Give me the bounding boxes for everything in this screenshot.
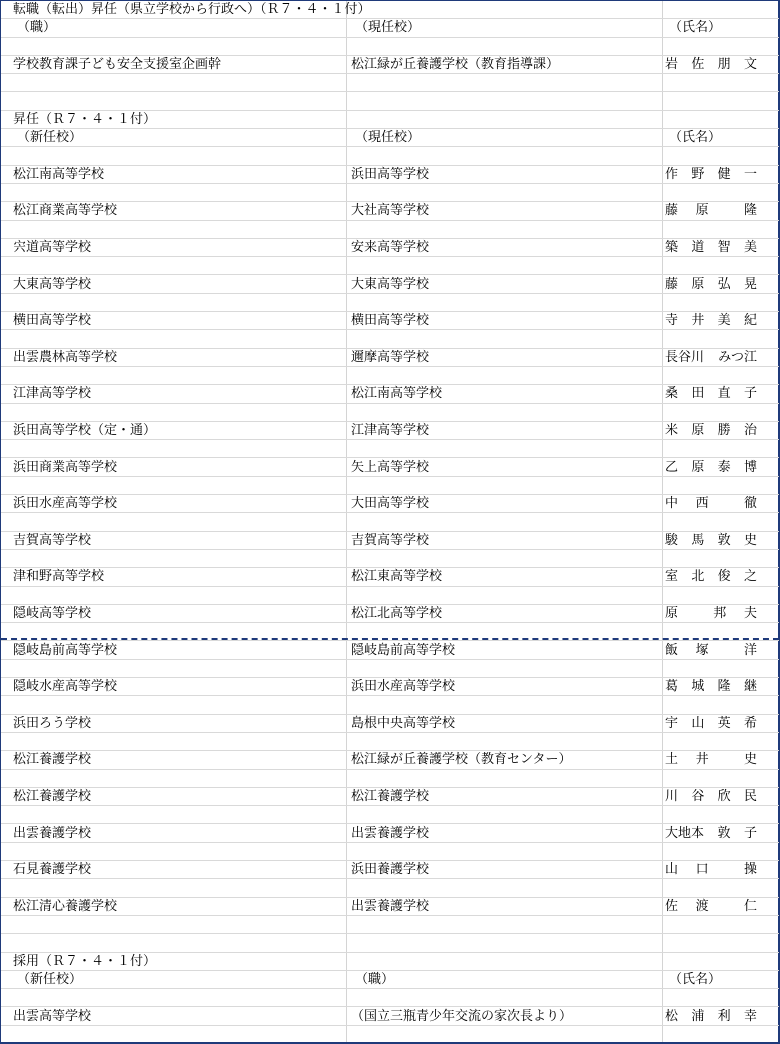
person-name	[665, 898, 757, 916]
person-name-cell	[665, 276, 765, 294]
name-part: 葛	[665, 679, 679, 695]
spacer-row	[1, 440, 779, 458]
new-post-cell: 出雲農林高等学校	[13, 349, 118, 365]
spacer-row	[1, 770, 779, 788]
new-post-cell: 松江清心養護学校	[13, 898, 118, 914]
current-post-cell: 安来高等学校	[351, 239, 430, 255]
spacer-row	[1, 916, 779, 934]
table-row	[1, 861, 779, 879]
column-header-2: （現任校）	[355, 20, 421, 36]
name-part: 一	[743, 166, 757, 182]
name-part: 原	[665, 605, 679, 621]
person-name-cell	[665, 715, 765, 733]
spacer-row	[1, 257, 779, 275]
table-row	[1, 715, 779, 733]
column-header-row	[1, 129, 779, 147]
current-post-cell: 横田高等学校	[351, 313, 430, 329]
table-row	[1, 166, 779, 184]
spacer-row	[1, 367, 779, 385]
person-name	[665, 459, 757, 477]
name-part: 佐	[691, 56, 705, 72]
name-part: 渡	[695, 898, 709, 914]
table-row	[1, 605, 779, 623]
person-name-cell	[665, 568, 765, 586]
name-part: 利	[717, 1008, 731, 1024]
name-part: 幸	[743, 1008, 757, 1024]
person-name-cell	[665, 202, 765, 220]
person-name-cell	[665, 1008, 765, 1026]
name-part: 原	[691, 459, 705, 475]
person-name-cell	[665, 605, 765, 623]
person-name	[665, 642, 757, 660]
new-post-cell: 出雲高等学校	[13, 1008, 92, 1024]
table-row	[1, 568, 779, 586]
current-post-cell: 松江東高等学校	[351, 569, 443, 585]
new-post-cell: 浜田水産高等学校	[13, 496, 118, 512]
person-name	[665, 349, 757, 367]
name-part: みつ江	[718, 349, 757, 365]
name-part: 俊	[717, 569, 731, 585]
table-row	[1, 312, 779, 330]
name-part: 紀	[743, 313, 757, 329]
name-part: 大地本	[665, 825, 705, 841]
person-name-cell	[665, 788, 765, 806]
column-header-1: （新任校）	[17, 971, 83, 987]
new-post-cell: 松江商業高等学校	[13, 203, 118, 219]
spacer-row	[1, 404, 779, 422]
person-name	[665, 202, 757, 220]
name-part: 中	[665, 496, 679, 512]
table-row	[1, 1008, 779, 1026]
person-name	[665, 825, 757, 843]
name-part: 西	[695, 496, 709, 512]
name-part: 松	[665, 1008, 679, 1024]
person-name	[665, 312, 757, 330]
name-part: 文	[743, 56, 757, 72]
spacer-row	[1, 843, 779, 861]
current-post-cell: 出雲養護学校	[351, 825, 430, 841]
spacer-row	[1, 696, 779, 714]
name-part: 敦	[717, 825, 731, 841]
name-part: 川	[665, 788, 679, 804]
spacer-row	[1, 38, 779, 56]
new-post-cell: 宍道高等学校	[13, 239, 92, 255]
name-part: 野	[691, 166, 705, 182]
name-part: 美	[717, 313, 731, 329]
name-part: 宇	[665, 715, 679, 731]
table-row	[1, 239, 779, 257]
person-name-cell	[665, 898, 765, 916]
person-name	[665, 276, 757, 294]
spacer-row	[1, 330, 779, 348]
current-post-cell: 松江緑が丘養護学校（教育指導課）	[351, 56, 560, 72]
name-part: 馬	[691, 532, 705, 548]
new-post-cell: 学校教育課子ども安全支援室企画幹	[13, 56, 222, 72]
table-row	[1, 422, 779, 440]
new-post-cell: 津和野高等学校	[13, 569, 105, 585]
spacer-row	[1, 184, 779, 202]
name-part: 晃	[743, 276, 757, 292]
name-part: 塚	[695, 642, 709, 658]
person-name-cell	[665, 495, 765, 513]
name-part: 乙	[665, 459, 679, 475]
name-part: 之	[743, 569, 757, 585]
person-name	[665, 861, 757, 879]
spacer-row	[1, 660, 779, 678]
name-part: 子	[743, 386, 757, 402]
name-part: 隆	[743, 203, 757, 219]
name-part: 原	[691, 422, 705, 438]
current-post-cell: 松江南高等学校	[351, 386, 443, 402]
current-post-cell: 松江緑が丘養護学校（教育センター）	[351, 752, 572, 768]
name-part: 口	[695, 862, 709, 878]
column-header-3: （氏名）	[669, 130, 722, 146]
new-post-cell: 大東高等学校	[13, 276, 92, 292]
spacer-row	[1, 623, 779, 641]
spacer-row	[1, 294, 779, 312]
current-post-cell: 矢上高等学校	[351, 459, 430, 475]
column-header-row	[1, 19, 779, 37]
name-part: 智	[717, 239, 731, 255]
current-post-cell: 浜田高等学校	[351, 166, 430, 182]
new-post-cell: 隠岐島前高等学校	[13, 642, 118, 658]
current-post-cell: 大社高等学校	[351, 203, 430, 219]
spacer-row	[1, 733, 779, 751]
current-post-cell: 浜田水産高等学校	[351, 679, 456, 695]
name-part: 朋	[717, 56, 731, 72]
current-post-cell: 江津高等学校	[351, 422, 430, 438]
name-part: 道	[691, 239, 705, 255]
new-post-cell: 出雲養護学校	[13, 825, 92, 841]
name-part: 英	[717, 715, 731, 731]
table-row	[1, 788, 779, 806]
current-post-cell: 浜田養護学校	[351, 862, 430, 878]
person-name	[665, 788, 757, 806]
person-name-cell	[665, 385, 765, 403]
column-header-3: （氏名）	[669, 20, 722, 36]
table-row	[1, 276, 779, 294]
current-post-cell: 島根中央高等学校	[351, 715, 456, 731]
spacer-row	[1, 989, 779, 1007]
current-post-cell: 隠岐島前高等学校	[351, 642, 456, 658]
section-title: 採用（Ｒ７・４・１付）	[13, 953, 157, 969]
column-header-2: （職）	[355, 971, 395, 987]
person-name-cell	[665, 532, 765, 550]
spacer-row	[1, 221, 779, 239]
name-part: 勝	[717, 422, 731, 438]
person-name-cell	[665, 751, 765, 769]
name-part: 隆	[717, 679, 731, 695]
current-post-cell: 松江養護学校	[351, 788, 430, 804]
person-name-cell	[665, 642, 765, 660]
spacer-row	[1, 93, 779, 111]
new-post-cell: 吉賀高等学校	[13, 532, 92, 548]
current-post-cell: 吉賀高等学校	[351, 532, 430, 548]
person-name	[665, 751, 757, 769]
name-part: 民	[743, 788, 757, 804]
person-name-cell	[665, 422, 765, 440]
name-part: 夫	[743, 605, 757, 621]
spacer-row	[1, 934, 779, 952]
new-post-cell: 隠岐水産高等学校	[13, 679, 118, 695]
section-title-row	[1, 111, 779, 129]
name-part: 洋	[743, 642, 757, 658]
name-part: 飯	[665, 642, 679, 658]
table-row	[1, 642, 779, 660]
new-post-cell: 江津高等学校	[13, 386, 92, 402]
spacer-row	[1, 550, 779, 568]
name-part: 北	[691, 569, 705, 585]
name-part: 博	[743, 459, 757, 475]
name-part: 原	[691, 276, 705, 292]
name-part: 寺	[665, 313, 679, 329]
name-part: 直	[717, 386, 731, 402]
name-part: 欣	[717, 788, 731, 804]
name-part: 史	[743, 752, 757, 768]
name-part: 藤	[665, 203, 679, 219]
name-part: 敦	[717, 532, 731, 548]
new-post-cell: 浜田商業高等学校	[13, 459, 118, 475]
spacer-row	[1, 587, 779, 605]
table-row	[1, 56, 779, 74]
spacer-row	[1, 513, 779, 531]
spacer-row	[1, 74, 779, 92]
table-row	[1, 532, 779, 550]
name-part: 原	[695, 203, 709, 219]
name-part: 佐	[665, 898, 679, 914]
new-post-cell: 浜田ろう学校	[13, 715, 92, 731]
name-part: 長谷川	[665, 349, 705, 365]
name-part: 米	[665, 422, 679, 438]
name-part: 築	[665, 239, 679, 255]
name-part: 藤	[665, 276, 679, 292]
name-part: 山	[691, 715, 705, 731]
section-title-row	[1, 953, 779, 971]
new-post-cell: 浜田高等学校（定・通）	[13, 422, 157, 438]
column-header-3: （氏名）	[669, 971, 722, 987]
name-part: 作	[665, 166, 679, 182]
name-part: 山	[665, 862, 679, 878]
person-name-cell	[665, 678, 765, 696]
person-name	[665, 605, 757, 623]
section-title-row	[1, 1, 779, 19]
name-part: 美	[743, 239, 757, 255]
table-row	[1, 678, 779, 696]
name-part: 健	[717, 166, 731, 182]
person-name-cell	[665, 459, 765, 477]
person-name-cell	[665, 825, 765, 843]
name-part: 室	[665, 569, 679, 585]
current-post-cell: 邇摩高等学校	[351, 349, 430, 365]
column-header-row	[1, 971, 779, 989]
new-post-cell: 松江南高等学校	[13, 166, 105, 182]
name-part: 仁	[743, 898, 757, 914]
person-name	[665, 56, 757, 74]
name-part: 治	[743, 422, 757, 438]
name-part: 岩	[665, 56, 679, 72]
spacer-row	[1, 477, 779, 495]
name-part: 桑	[665, 386, 679, 402]
name-part: 駿	[665, 532, 679, 548]
current-post-cell: （国立三瓶青少年交流の家次長より）	[351, 1008, 573, 1024]
person-name	[665, 532, 757, 550]
column-header-1: （新任校）	[17, 130, 83, 146]
name-part: 継	[743, 679, 757, 695]
name-part: 子	[743, 825, 757, 841]
name-part: 邦	[713, 605, 727, 621]
name-part: 操	[743, 862, 757, 878]
name-part: 浦	[691, 1008, 705, 1024]
name-part: 泰	[717, 459, 731, 475]
spacer-row	[1, 147, 779, 165]
name-part: 谷	[691, 788, 705, 804]
person-name	[665, 239, 757, 257]
table-row	[1, 349, 779, 367]
name-part: 井	[695, 752, 709, 768]
person-name	[665, 678, 757, 696]
table-row	[1, 459, 779, 477]
name-part: 井	[691, 313, 705, 329]
person-name	[665, 385, 757, 403]
table-row	[1, 495, 779, 513]
column-header-1: （職）	[17, 20, 57, 36]
spacer-row	[1, 806, 779, 824]
new-post-cell: 松江養護学校	[13, 752, 92, 768]
new-post-cell: 横田高等学校	[13, 313, 92, 329]
person-name	[665, 1008, 757, 1026]
table-row	[1, 898, 779, 916]
person-name-cell	[665, 239, 765, 257]
column-header-2: （現任校）	[355, 130, 421, 146]
name-part: 弘	[717, 276, 731, 292]
current-post-cell: 松江北高等学校	[351, 605, 443, 621]
person-name-cell	[665, 312, 765, 330]
person-name	[665, 568, 757, 586]
person-name-cell	[665, 166, 765, 184]
name-part: 田	[691, 386, 705, 402]
spacer-row	[1, 879, 779, 897]
new-post-cell: 松江養護学校	[13, 788, 92, 804]
table-row	[1, 825, 779, 843]
person-name	[665, 166, 757, 184]
current-post-cell: 大田高等学校	[351, 496, 430, 512]
person-name-cell	[665, 349, 765, 367]
name-part: 土	[665, 752, 679, 768]
table-row	[1, 385, 779, 403]
section-title: 昇任（Ｒ７・４・１付）	[13, 111, 157, 127]
name-part: 史	[743, 532, 757, 548]
name-part: 城	[691, 679, 705, 695]
table-row	[1, 202, 779, 220]
person-name	[665, 422, 757, 440]
person-name	[665, 495, 757, 513]
person-name-cell	[665, 861, 765, 879]
section-title: 転職（転出）昇任（県立学校から行政へ）（Ｒ７・４・１付）	[13, 2, 371, 17]
name-part: 希	[743, 715, 757, 731]
person-name-cell	[665, 56, 765, 74]
current-post-cell: 出雲養護学校	[351, 898, 430, 914]
current-post-cell: 大東高等学校	[351, 276, 430, 292]
name-part: 徹	[743, 496, 757, 512]
person-name	[665, 715, 757, 733]
new-post-cell: 石見養護学校	[13, 862, 92, 878]
new-post-cell: 隠岐高等学校	[13, 605, 92, 621]
table-row	[1, 751, 779, 769]
